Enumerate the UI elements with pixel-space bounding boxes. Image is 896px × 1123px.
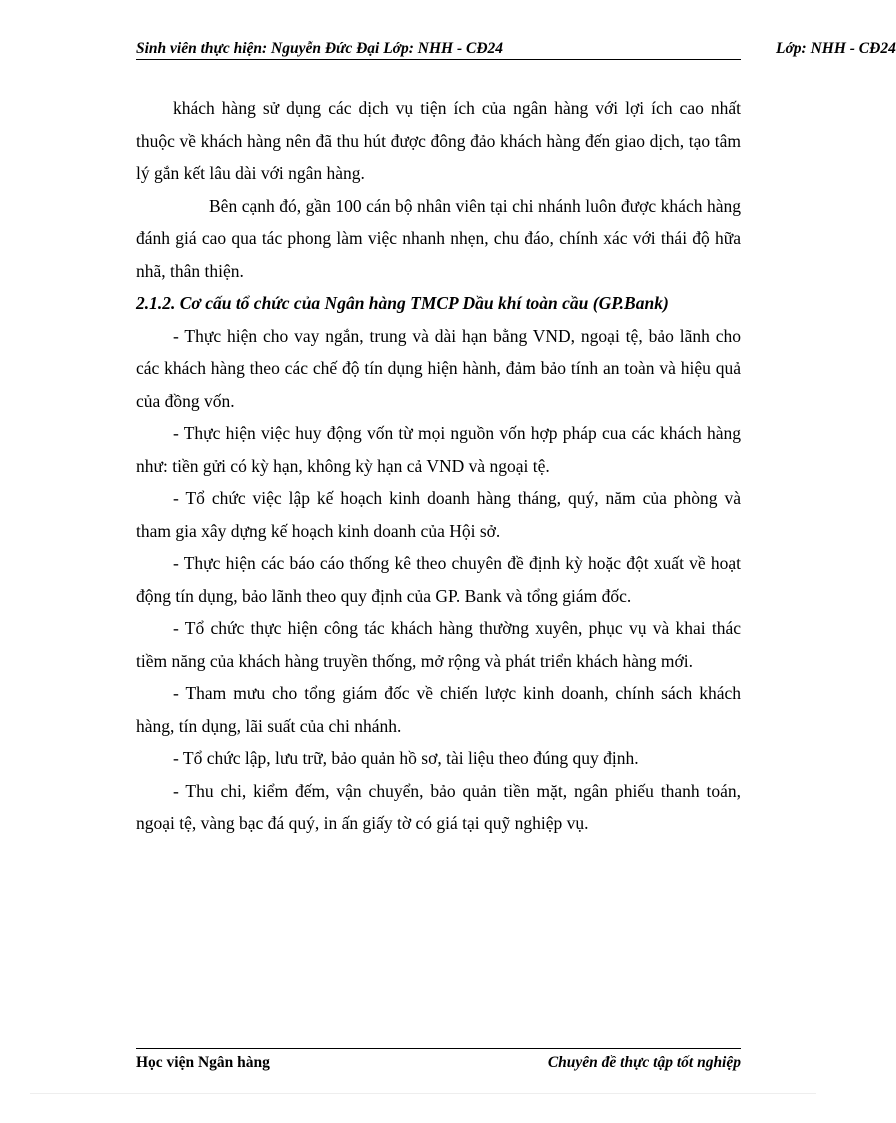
list-item-3: - Tổ chức việc lập kế hoạch kinh doanh hàng tháng, quý, năm của phòng và tham gia xây dựng kế hoạch kinh doanh của Hội sở. [136,488,741,541]
document-body [136,92,741,840]
list-item-4: - Thực hiện các báo cáo thống kê theo chuyên đề định kỳ hoặc đột xuất về hoạt động tín dụng, bảo lãnh theo quy định của GP. Bank và tổng giám đốc. [136,553,741,606]
page-header [136,40,896,60]
header-student-info: Sinh viên thực hiện: Nguyễn Đức Đại Lớp: NHH - CĐ24 [136,40,504,57]
list-item-6: - Tham mưu cho tổng giám đốc về chiến lược kinh doanh, chính sách khách hàng, tín dụng, lãi suất của chi nhánh. [136,683,741,736]
footer-document-type: Chuyên đề thực tập tốt nghiệp [547,1054,741,1071]
list-item-2: - Thực hiện việc huy động vốn từ mọi nguồn vốn hợp pháp cua các khách hàng như: tiền gửi có kỳ hạn, không kỳ hạn cả VND và ngoại tệ. [136,423,741,476]
list-item-1: - Thực hiện cho vay ngắn, trung và dài hạn bằng VND, ngoại tệ, bảo lãnh cho các khách hàng theo các chế độ tín dụng hiện hành, đảm bảo tính an toàn và hiệu quả của đồng vốn. [136,325,741,411]
body-paragraph-1: khách hàng sử dụng các dịch vụ tiện ích của ngân hàng với lợi ích cao nhất thuộc về khách hàng nên đã thu hút được đông đảo khách hàng đến giao dịch, tạo tâm lý gắn kết lâu dài với ngân hàng. [136,98,741,183]
list-item-5: - Tổ chức thực hiện công tác khách hàng thường xuyên, phục vụ và khai thác tiềm năng của khách hàng truyền thống, mở rộng và phát triển khách hàng mới. [136,618,741,671]
header-divider [136,59,741,60]
list-item-8: - Thu chi, kiểm đếm, vận chuyển, bảo quản tiền mặt, ngân phiếu thanh toán, ngoại tệ, vàng bạc đá quý, in ấn giấy tờ có giá tại quỹ nghiệp vụ. [136,780,741,833]
header-class-info: Lớp: NHH - CĐ24 [776,40,896,57]
list-item-7: - Tổ chức lập, lưu trữ, bảo quản hồ sơ, tài liệu theo đúng quy định. [173,748,639,768]
footer-divider [136,1048,741,1049]
page-bottom-edge [30,1093,816,1094]
body-paragraph-2: Bên cạnh đó, gần 100 cán bộ nhân viên tại chi nhánh luôn được khách hàng đánh giá cao qua tác phong làm việc nhanh nhẹn, chu đáo, chính xác với thái độ hữa nhã, thân thiện. [136,195,741,281]
footer-institution: Học viện Ngân hàng [136,1054,270,1071]
section-heading: 2.1.2. Cơ cấu tổ chức của Ngân hàng TMCP Dầu khí toàn cầu (GP.Bank) [136,293,669,313]
